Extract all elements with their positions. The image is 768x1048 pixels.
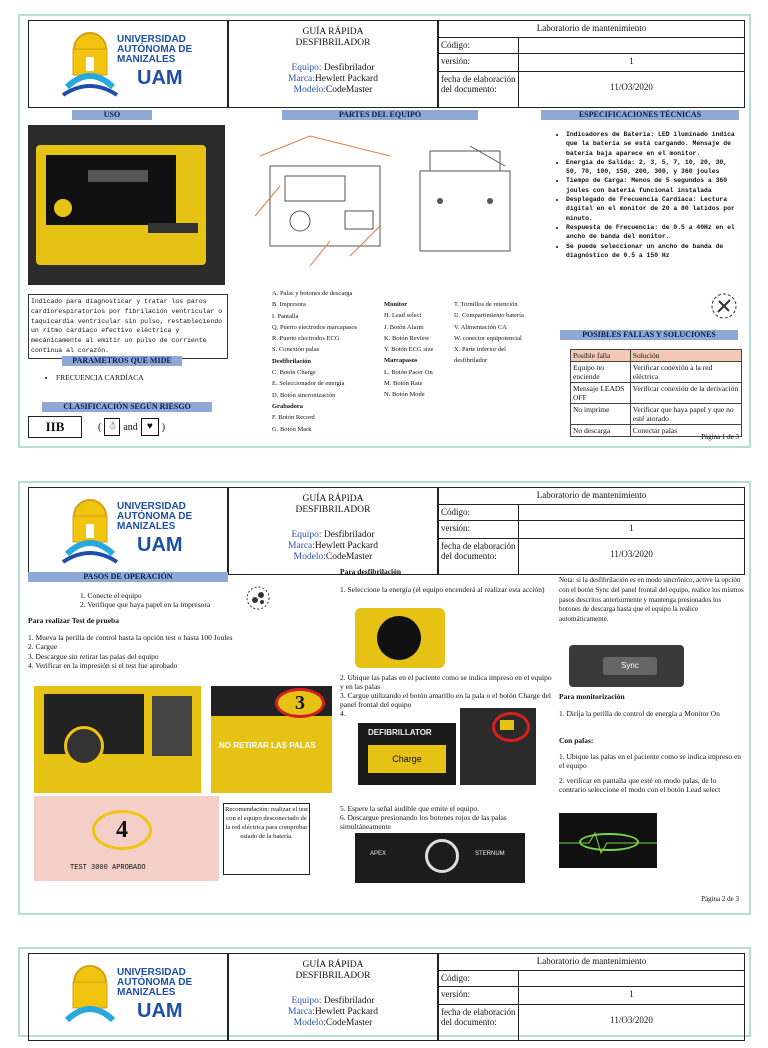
table-row: Equipo no enciende Verificar conexión a la red eléctrica — [571, 362, 742, 383]
parametros-banner: PARAMETROS QUE MIDE — [62, 356, 182, 366]
no-retirar-photo — [211, 686, 332, 793]
test-title: Para realizar Test de prueba — [28, 616, 119, 625]
charge-button: Charge — [368, 745, 446, 773]
page-header — [28, 953, 761, 1048]
university-shield-icon — [59, 494, 121, 568]
palas-title: Con palas: — [559, 736, 594, 745]
pasos-list: 1. Conecte el equipo 2. Verifique que haya papel en la impresora — [80, 591, 211, 609]
step-4-label: 4 — [92, 810, 152, 850]
university-shield-icon — [59, 27, 121, 101]
logo-cell — [28, 487, 228, 575]
document-title-cell — [228, 20, 438, 108]
maintenance-icon — [710, 292, 738, 320]
desfib-steps-2: 2. Ubique las palas en el paciente como se indica impreso en el equipo y en las palas 3. Cargue utilizando el botón amarillo en la pala o el botón Charge del panel frontal del equipo 4. — [340, 673, 552, 718]
codigo-label: Código: — [439, 38, 519, 53]
title-line-1: GUÍA RÁPIDA — [302, 27, 364, 37]
uso-description: Indicado para diagnosticar y tratar los paros cardiorespiratorios por fibrilación ventricular o taquicardia ventricular sin pulso, restableciendo un ritmo cardiaco efectivo eléctrica y mecánicamente al emitir un pulso de corriente continua al corazón. — [28, 294, 228, 359]
apex-label: APEX — [370, 851, 387, 857]
table-row: Mensaje LEADS OFF Verificar conexión de la derivación — [571, 383, 742, 404]
title-line-2: DESFIBRILADOR — [295, 38, 371, 48]
risk-symbols: ( ☃ and ♥ ) — [98, 416, 210, 438]
version-label: versión: — [439, 54, 519, 71]
defibrillator-label: DEFIBRILLATOR — [368, 728, 432, 737]
and-text: and — [123, 421, 138, 433]
sync-button: Sync — [603, 657, 657, 675]
parts-list-col2: Monitor H. Lead select J. Botón Alarm K. Botón Review Y. Botón ECG size Marcapasos L. Botón Pacer On M. Botón Rate N. Botón Mode — [384, 301, 434, 399]
test-knob-photo — [34, 686, 201, 793]
lab-name: Laboratorio de mantenimiento — [536, 23, 647, 33]
uam-logo — [59, 494, 209, 572]
pasos-banner: PASOS DE OPERACIÓN — [28, 572, 228, 582]
uso-banner: USO — [72, 110, 152, 120]
equipment-parts-diagram — [250, 126, 400, 281]
step-3-label: 3 — [275, 688, 325, 718]
page-1 — [18, 14, 751, 448]
gears-icon — [246, 586, 270, 610]
fallas-banner: POSIBLES FALLAS Y SOLUCIONES — [560, 330, 738, 340]
monitor-screen-photo — [559, 813, 657, 868]
test-print-photo — [34, 796, 219, 881]
table-row: No descarga Conectar palas — [571, 425, 742, 437]
university-name: UNIVERSIDAD AUTÓNOMA DE MANIZALES — [117, 34, 193, 65]
page-number: Página 2 de 3 — [701, 895, 739, 903]
defibrillator-photo — [28, 125, 225, 285]
logo-cell — [28, 953, 228, 1041]
university-acronym: UAM — [137, 534, 183, 556]
partes-banner: PARTES DEL EQUIPO — [282, 110, 478, 120]
paddles-discharge-photo — [355, 833, 525, 883]
paddle-photo — [460, 708, 536, 785]
university-shield-icon — [59, 960, 121, 1034]
sync-button-photo — [569, 645, 684, 687]
energy-knob-photo — [355, 608, 445, 668]
modelo-line: Modelo:CodeMaster — [293, 85, 373, 95]
document-title-cell: GUÍA RÁPIDA DESFIBRILADOR Equipo: Desfibrilador Marca:Hewlett Packard Modelo:CodeMaster — [228, 953, 438, 1041]
parts-list-col3: T. Tornillos de retención U. Compartimiento batería V. Alimentación CA W. conector equipotencial X. Parte inferior del desfibrilador — [454, 301, 524, 365]
marca-line: Marca:Hewlett Packard — [288, 74, 378, 84]
codigo-value — [519, 38, 744, 53]
document-meta-table: Laboratorio de mantenimiento Código: versión: 1 fecha de elaboración del documento: 11/O3/2020 — [438, 953, 745, 1041]
page-header — [28, 20, 761, 115]
monit-step: 1. Dirija la perilla de control de energía a Monitor On — [559, 709, 720, 718]
university-acronym: UAM — [137, 1000, 183, 1022]
charge-button-photo — [358, 723, 456, 785]
specs-list: • Indicadores de Batería: LED iluminado indica que la batería se está cargando. Mensaje de batería baja aparece en el monitor. • Energía de Salida: 2, 3, 5, 7, 10, 20, 30, 50, 70, 100, 150, 200, 300, y 360 joules • Tiempo de Carga: Menos de 5 segundos a 360 joules con batería funcional instalada • Desplegado de Frecuencia Cardíaca: Lectura digital en el monitor de 20 a 80 latidos por minuto. • Respuesta de Frecuencia: de 0.5 a 40Hz en el ancho de banda del monitor. • Se puede seleccionar un ancho de banda de diagnóstico de 0.5 a 150 Hz — [552, 130, 738, 260]
document-meta-table — [438, 20, 745, 108]
parametros-list — [42, 373, 222, 383]
fecha-value: 11/O3/2020 — [610, 82, 653, 92]
university-name: UNIVERSIDAD AUTÓNOMA DE MANIZALES — [117, 501, 193, 532]
fecha-label: fecha de elaboración del documento: — [439, 72, 519, 107]
risk-class-box: IIB — [28, 416, 82, 438]
parametro-item: • FRECUENCIA CARDÍACA — [56, 373, 222, 383]
equipment-rear-diagram — [410, 141, 520, 266]
desfib-title: Para desfibrilación — [340, 567, 402, 576]
sternum-label: STERNUM — [475, 851, 505, 857]
fallas-table: Posible falla Solución Equipo no enciende Verificar conexión a la red eléctrica Mensaje LEADS OFF Verificar conexión de la derivación No imprime Verificar que haya papel y que no esté atorado No descarga Conectar palas — [570, 349, 742, 437]
palas-steps: 1. Ubique las palas en el paciente como se indica impreso en el equipo 2. verificar en pantalla que esté en modo palas, de lo contrario seleccione el modo con el botón Lead select — [559, 752, 742, 794]
nota-sincronico: Nota: si la desfibrilación es en modo sincrónico, active la opción con el botón Sync del panel frontal del equipo, realice los mismos pasos descritos anteriormente y mantenga presionados los botones de descarga hasta que el equipo la realice automáticamente. — [559, 576, 744, 624]
equipo-line: Equipo: Desfibrilador — [291, 63, 375, 73]
uam-logo — [59, 27, 209, 105]
no-retirar-label: NO RETIRAR LAS PALAS — [219, 741, 316, 750]
document-meta-table: Laboratorio de mantenimiento Código: versión: 1 fecha de elaboración del documento: 11/O3/2020 — [438, 487, 745, 575]
heart-icon: ♥ — [141, 418, 159, 436]
test-steps: 1. Mueva la perilla de control hasta la opción test o hasta 100 Joules 2. Cargue 3. Descargue sin retirar las palas del equipo 4. Verificar en la impresión si el test fue aprobado — [28, 633, 233, 670]
university-name: UNIVERSIDAD AUTÓNOMA DE MANIZALES — [117, 967, 193, 998]
test-result-label: TEST 3000 APROBADO — [70, 864, 146, 872]
monit-title: Para monitorización — [559, 692, 625, 701]
recomendacion-box: Recomendación: realizar el test con el equipo desconectado de la red eléctrica para comprobar estado de la batería. — [223, 803, 310, 875]
version-value: 1 — [629, 56, 634, 66]
desfib-steps-1: 1. Seleccione la energía (el equipo encenderá al realizar esta acción) — [340, 585, 545, 594]
parts-list-col1: A. Palas y botones de descarga B. Impresora I. Pantalla Q. Puerto electrodos marcapasos R. Puerto electrodos ECG S. Conexión palas Desfibrilación C. Botón Charge E. Seleccionador de energía D. Botón sincronización Grabadora F. Botón Record G. Botón Mark — [272, 290, 358, 433]
page-2 — [18, 481, 751, 915]
university-acronym: UAM — [137, 67, 183, 89]
body-type-icon: ☃ — [104, 418, 120, 436]
page-number: Página 1 de 3 — [701, 433, 739, 441]
clasificacion-banner: CLASIFICACIÓN SEGÚN RIESGO — [42, 402, 212, 412]
document-title-cell: GUÍA RÁPIDA DESFIBRILADOR Equipo: Desfibrilador Marca:Hewlett Packard Modelo:CodeMaster — [228, 487, 438, 575]
logo-cell — [28, 20, 228, 108]
especificaciones-banner: ESPECIFICACIONES TÉCNICAS — [541, 110, 739, 120]
uam-logo — [59, 960, 209, 1038]
table-row: No imprime Verificar que haya papel y que no esté atorado — [571, 404, 742, 425]
ecg-wave-icon — [559, 813, 657, 868]
desfib-steps-3: 5. Espere la señal audible que emite el equipo. 6. Descargue presionando los botones rojos de las palas simultáneamente — [340, 804, 507, 831]
